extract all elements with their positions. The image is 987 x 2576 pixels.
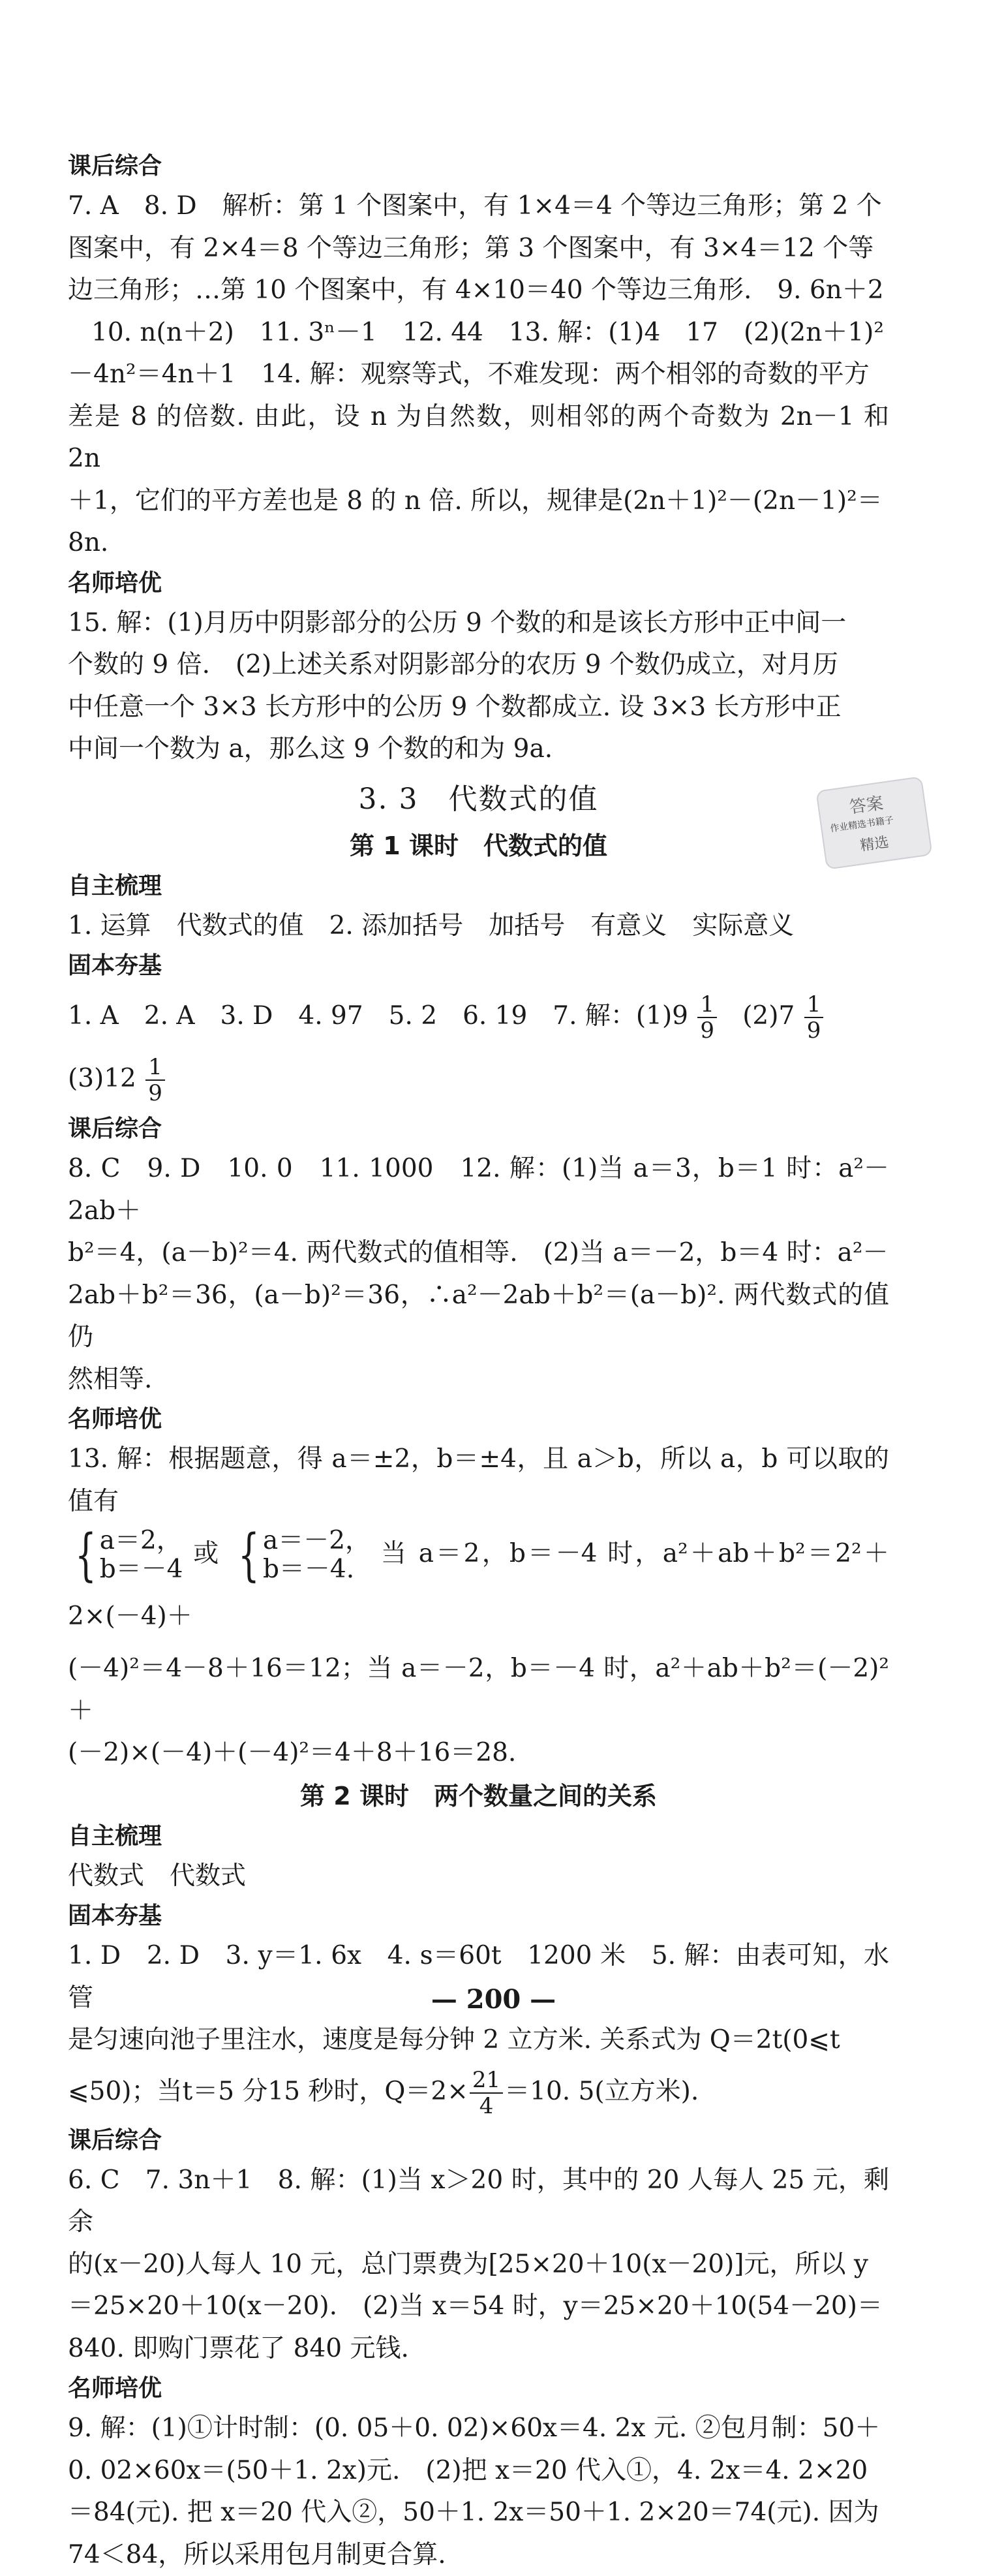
system-row: b＝－4. [263, 1555, 371, 1584]
text-line [68, 1047, 889, 1110]
text-line: b²＝4，(a－b)²＝4. 两代数式的值相等. (2)当 a＝－2，b＝4 时：a²－ [68, 1232, 889, 1275]
text-line: 边三角形；…第 10 个图案中，有 4×10＝40 个等边三角形. 9. 6n＋2 [68, 270, 889, 312]
text-line: 0. 02×60x＝(50＋1. 2x)元. (2)把 x＝20 代入①，4. 2x＝4. 2×20 [68, 2450, 889, 2492]
text-line: 13. 解：根据题意，得 a＝±2，b＝±4，且 a＞b，所以 a，b 可以取的值有 [68, 1438, 889, 1523]
fraction-denominator: 9 [697, 1018, 717, 1042]
text-run: (3)12 [68, 1064, 136, 1093]
text-line: 8. C 9. D 10. 0 11. 1000 12. 解：(1)当 a＝3，b＝1 时：a²－2ab＋ [68, 1148, 889, 1232]
text-run: 当 a＝2，b＝－4 时，a²＋ab＋b²＝2²＋2×(－4)＋ [68, 1539, 889, 1631]
text-line: 7. A 8. D 解析：第 1 个图案中，有 1×4＝4 个等边三角形；第 2 个 [68, 185, 889, 228]
page-number: — 200 — [0, 1984, 987, 2015]
stamp-text: 答案 [848, 790, 885, 818]
section-heading: 固本夯基 [68, 947, 889, 985]
text-line: 1. 运算 代数式的值 2. 添加括号 加括号 有意义 实际意义 [68, 905, 889, 948]
fraction-numerator: 21 [470, 2069, 503, 2094]
system-row: b＝－4 [100, 1555, 183, 1584]
text-line: －4n²＝4n＋1 14. 解：观察等式，不难发现：两个相邻的奇数的平方 [68, 354, 889, 396]
fraction [145, 1056, 165, 1104]
text-line [68, 1523, 889, 1648]
text-line: 个数的 9 倍. (2)上述关系对阴影部分的农历 9 个数仍成立，对月历 [68, 644, 889, 687]
text-line: (－2)×(－4)＋(－4)²＝4＋8＋16＝28. [68, 1732, 889, 1775]
fraction-numerator: 1 [145, 1056, 165, 1081]
section-heading: 课后综合 [68, 147, 889, 185]
section-heading: 固本夯基 [68, 1897, 889, 1935]
equation-system [263, 1527, 371, 1584]
system-row: a＝－2， [263, 1527, 371, 1555]
text-line: 差是 8 的倍数. 由此，设 n 为自然数，则相邻的两个奇数为 2n－1 和 2n [68, 396, 889, 480]
system-row: a＝2， [100, 1527, 183, 1555]
lesson-title: 第 1 课时 代数式的值 [68, 824, 889, 867]
stamp-text: 作业精选书籍子 [829, 813, 894, 835]
text-line: (－4)²＝4－8＋16＝12；当 a＝－2，b＝－4 时，a²＋ab＋b²＝(－2)²＋ [68, 1648, 889, 1732]
text-line: 8n. [68, 522, 889, 565]
text-line: 是匀速向池子里注水，速度是每分钟 2 立方米. 关系式为 Q＝2t(0⩽t [68, 2019, 889, 2062]
section-heading: 名师培优 [68, 2370, 889, 2408]
fraction [697, 993, 717, 1042]
watermark-stamp [815, 776, 932, 870]
fraction-denominator: 9 [145, 1081, 165, 1104]
stamp-text: 精选 [858, 831, 890, 855]
text-run: 1. A 2. A 3. D 4. 97 5. 2 6. 19 7. 解：(1)9 [68, 1001, 688, 1031]
text-line: 2ab＋b²＝36，(a－b)²＝36，∴a²－2ab＋b²＝(a－b)². 两代数式的值仍 [68, 1275, 889, 1359]
text-line: 中任意一个 3×3 长方形中的公历 9 个数都成立. 设 3×3 长方形中正 [68, 687, 889, 729]
text-line: 的(x－20)人每人 10 元，总门票费为[25×20＋10(x－20)]元，所以 y [68, 2244, 889, 2286]
text-line: 代数式 代数式 [68, 1855, 889, 1898]
fraction-denominator: 4 [470, 2094, 503, 2117]
brace-symbol: { [75, 1527, 97, 1583]
text-run: ⩽50)；当t＝5 分15 秒时，Q＝2× [68, 2077, 468, 2106]
section-heading: 名师培优 [68, 1401, 889, 1438]
brace-symbol: { [238, 1527, 260, 1583]
fraction-denominator: 9 [804, 1018, 824, 1042]
text-run: 或 [193, 1539, 220, 1568]
text-line: ＝25×20＋10(x－20). (2)当 x＝54 时，y＝25×20＋10(54－20)＝ [68, 2286, 889, 2328]
fraction-numerator: 1 [804, 993, 824, 1018]
fraction [470, 2069, 503, 2117]
text-line: 图案中，有 2×4＝8 个等边三角形；第 3 个图案中，有 3×4＝12 个等 [68, 228, 889, 270]
text-line [68, 2062, 889, 2122]
section-heading: 自主梳理 [68, 1818, 889, 1855]
lesson-title: 第 2 课时 两个数量之间的关系 [68, 1775, 889, 1818]
text-run: (2)7 [742, 1001, 795, 1031]
text-line: 15. 解：(1)月历中阴影部分的公历 9 个数的和是该长方形中正中间一 [68, 602, 889, 645]
text-line [68, 985, 889, 1047]
equation-system [100, 1527, 183, 1584]
section-heading: 自主梳理 [68, 867, 889, 905]
fraction-numerator: 1 [697, 993, 717, 1018]
text-run: ＝10. 5(立方米). [504, 2077, 699, 2106]
section-heading: 名师培优 [68, 565, 889, 602]
text-line: 1. D 2. D 3. y＝1. 6x 4. s＝60t 1200 米 5. 解：由表可知，水管 [68, 1935, 889, 2019]
section-heading: 课后综合 [68, 1110, 889, 1148]
text-line: 6. C 7. 3n＋1 8. 解：(1)当 x＞20 时，其中的 20 人每人 25 元，剩余 [68, 2160, 889, 2244]
text-line: ＝84(元). 把 x＝20 代入②，50＋1. 2x＝50＋1. 2×20＝74(元). 因为 [68, 2492, 889, 2534]
section-heading: 课后综合 [68, 2122, 889, 2160]
fraction [804, 993, 824, 1042]
chapter-section-title: 3. 3 代数式的值 [68, 775, 889, 824]
text-line: 10. n(n＋2) 11. 3ⁿ－1 12. 44 13. 解：(1)4 17 (2)(2n＋1)² [68, 312, 889, 354]
text-line: 然相等. [68, 1359, 889, 1401]
text-line: 840. 即购门票花了 840 元钱. [68, 2328, 889, 2370]
text-line: 74＜84，所以采用包月制更合算. [68, 2534, 889, 2576]
text-line: ＋1，它们的平方差也是 8 的 n 倍. 所以，规律是(2n＋1)²－(2n－1)²＝ [68, 480, 889, 523]
text-line: 中间一个数为 a，那么这 9 个数的和为 9a. [68, 728, 889, 771]
text-line: 9. 解：(1)①计时制：(0. 05＋0. 02)×60x＝4. 2x 元. ②包月制：50＋ [68, 2408, 889, 2450]
